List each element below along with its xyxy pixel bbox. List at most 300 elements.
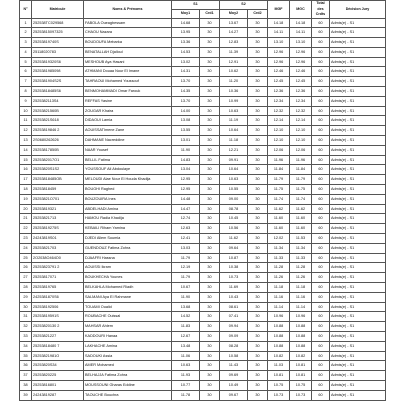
mgf-cell: 14.11: [268, 28, 290, 38]
moy1-cell: 11.78: [172, 390, 200, 400]
moy2-cell: 11.18: [220, 136, 248, 146]
total-credits-cell: 60: [312, 380, 330, 390]
mgc-cell: 11.79: [290, 175, 312, 185]
matricule-cell: 25253820S34: [32, 361, 84, 371]
moy2-cell: 12.83: [220, 38, 248, 48]
total-credits-cell: 60: [312, 243, 330, 253]
decision-cell: Admis(e) - S1: [330, 341, 386, 351]
row-number: 23: [20, 234, 32, 244]
crd2-cell: 30: [248, 322, 268, 332]
table-row: [20, 263, 386, 273]
mgf-cell: 12.96: [268, 57, 290, 67]
crd2-cell: 30: [248, 47, 268, 57]
crd2-cell: 30: [248, 332, 268, 342]
total-credits-cell: 60: [312, 57, 330, 67]
total-credits-cell: 60: [312, 77, 330, 87]
header-mgf: MGF: [268, 1, 290, 19]
moy1-cell: 14.47: [172, 204, 200, 214]
row-number: 30: [20, 302, 32, 312]
moy1-cell: 14.68: [172, 18, 200, 28]
row-number: 31: [20, 312, 32, 322]
decision-cell: Admis(e) - S1: [330, 155, 386, 165]
crd2-cell: 30: [248, 204, 268, 214]
mgc-cell: 10.88: [290, 322, 312, 332]
row-number: 37: [20, 371, 32, 381]
matricule-cell: 25253821713: [32, 214, 84, 224]
crd2-cell: 30: [248, 351, 268, 361]
matricule-cell: 252538192506: [32, 302, 84, 312]
table-row: [20, 87, 386, 97]
moy2-cell: 11.69: [220, 283, 248, 293]
mgc-cell: 12.14: [290, 116, 312, 126]
student-name-cell: BOUDOUFA Mebarka: [84, 38, 172, 48]
mgc-cell: 12.46: [290, 67, 312, 77]
crd2-cell: 30: [248, 67, 268, 77]
mgf-cell: 11.79: [268, 175, 290, 185]
crd2-cell: 30: [248, 106, 268, 116]
moy1-cell: 12.41: [172, 234, 200, 244]
row-number: 28: [20, 283, 32, 293]
crd2-cell: 30: [248, 390, 268, 400]
moy1-cell: 11.83: [172, 322, 200, 332]
moy2-cell: 09.64: [220, 243, 248, 253]
matricule-cell: 25253821S618: [32, 116, 84, 126]
student-name-cell: ATHMANI Douaa Nour El Imane: [84, 67, 172, 77]
header-total-credits: Total des Crdts: [312, 1, 330, 19]
row-number: 21: [20, 214, 32, 224]
row-number: 9: [20, 96, 32, 106]
mgf-cell: 10.82: [268, 351, 290, 361]
matricule-cell: 2525381904S2S: [32, 77, 84, 87]
header-name: Noms & Prénoms: [84, 1, 172, 19]
moy2-cell: 10.73: [220, 273, 248, 283]
crd1-cell: 30: [200, 116, 220, 126]
total-credits-cell: 60: [312, 332, 330, 342]
table-row: [20, 165, 386, 175]
moy2-cell: 13.67: [220, 18, 248, 28]
mgc-cell: 10.81: [290, 361, 312, 371]
mgf-cell: 11.16: [268, 292, 290, 302]
crd1-cell: 30: [200, 273, 220, 283]
mgc-cell: 12.36: [290, 87, 312, 97]
student-name-cell: KEBAILI Riham Yamina: [84, 224, 172, 234]
moy2-cell: 09.91: [220, 155, 248, 165]
student-name-cell: DAHMANE Nacreddine: [84, 136, 172, 146]
table-row: [20, 283, 386, 293]
table-row: [20, 351, 386, 361]
row-number: 20: [20, 204, 32, 214]
moy1-cell: 11.90: [172, 292, 200, 302]
row-number: 18: [20, 185, 32, 195]
moy2-cell: 10.49: [220, 380, 248, 390]
moy2-cell: 10.87: [220, 253, 248, 263]
decision-cell: Admis(e) - S1: [330, 106, 386, 116]
total-credits-cell: 60: [312, 390, 330, 400]
table-row: [20, 77, 386, 87]
decision-cell: Admis(e) - S1: [330, 312, 386, 322]
total-credits-cell: 60: [312, 273, 330, 283]
matricule-cell: 25253816801: [32, 380, 84, 390]
moy2-cell: 10.38: [220, 263, 248, 273]
decision-cell: Admis(e) - S1: [330, 214, 386, 224]
moy2-cell: 12.91: [220, 57, 248, 67]
crd1-cell: 30: [200, 214, 220, 224]
crd2-cell: 30: [248, 361, 268, 371]
moy2-cell: 10.63: [220, 106, 248, 116]
matricule-cell: 24243819287: [32, 390, 84, 400]
crd2-cell: 30: [248, 96, 268, 106]
crd2-cell: 30: [248, 380, 268, 390]
header-matricule: Matricule: [32, 1, 84, 19]
table-row: [20, 390, 386, 400]
student-name-cell: KADDOURI Hanaa: [84, 332, 172, 342]
row-number: 1: [20, 18, 32, 28]
mgc-cell: 14.18: [290, 18, 312, 28]
matricule-cell: 25253820225: [32, 371, 84, 381]
moy2-cell: 09.69: [220, 371, 248, 381]
header-moy1: Moy1: [172, 9, 200, 18]
matricule-cell: 25253821O701: [32, 194, 84, 204]
matricule-cell: 2525381985098: [32, 67, 84, 77]
decision-cell: Admis(e) - S1: [330, 194, 386, 204]
decision-cell: Admis(e) - S1: [330, 28, 386, 38]
moy2-cell: 14.27: [220, 28, 248, 38]
row-number: 26: [20, 263, 32, 273]
crd1-cell: 30: [200, 126, 220, 136]
decision-cell: Admis(e) - S1: [330, 302, 386, 312]
decision-cell: Admis(e) - S1: [330, 283, 386, 293]
crd2-cell: 30: [248, 273, 268, 283]
decision-cell: Admis(e) - S1: [330, 361, 386, 371]
mgf-cell: 12.45: [268, 77, 290, 87]
crd2-cell: 30: [248, 243, 268, 253]
mgc-cell: 11.60: [290, 224, 312, 234]
crd1-cell: 30: [200, 67, 220, 77]
decision-cell: Admis(e) - S1: [330, 87, 386, 97]
student-name-cell: BENATALLAH Djalloul: [84, 47, 172, 57]
moy1-cell: 13.48: [172, 341, 200, 351]
decision-cell: Admis(e) - S1: [330, 136, 386, 146]
table-row: [20, 28, 386, 38]
moy2-cell: 08.61: [220, 302, 248, 312]
mgc-cell: 11.84: [290, 165, 312, 175]
moy2-cell: 10.55: [220, 185, 248, 195]
crd1-cell: 30: [200, 38, 220, 48]
crd2-cell: 30: [248, 283, 268, 293]
matricule-cell: 25253818485OB: [32, 175, 84, 185]
table-row: [20, 361, 386, 371]
student-name-cell: BELHAJJA Fatima Zohra: [84, 371, 172, 381]
table-row: [20, 57, 386, 67]
matricule-cell: 25253819275S: [32, 224, 84, 234]
moy1-cell: 13.02: [172, 57, 200, 67]
row-number: 36: [20, 361, 32, 371]
crd1-cell: 30: [200, 175, 220, 185]
mgc-cell: 10.96: [290, 312, 312, 322]
moy1-cell: 13.95: [172, 28, 200, 38]
student-name-cell: REFFAS Yasine: [84, 96, 172, 106]
student-name-cell: SALMANI Aya El Rahmane: [84, 292, 172, 302]
student-name-cell: BENMOHAMMADI Omar Farouk: [84, 87, 172, 97]
table-row: [20, 253, 386, 263]
moy1-cell: 14.53: [172, 47, 200, 57]
table-row: [20, 18, 386, 28]
crd1-cell: 30: [200, 77, 220, 87]
crd1-cell: 30: [200, 185, 220, 195]
crd2-cell: 30: [248, 145, 268, 155]
mgc-cell: 11.16: [290, 292, 312, 302]
table-row: [20, 322, 386, 332]
mgf-cell: 11.96: [268, 155, 290, 165]
decision-cell: Admis(e) - S1: [330, 47, 386, 57]
mgf-cell: 12.14: [268, 116, 290, 126]
student-name-cell: BOUKHECHA Younes: [84, 273, 172, 283]
mgc-cell: 11.53: [290, 234, 312, 244]
mgf-cell: 10.81: [268, 371, 290, 381]
crd1-cell: 30: [200, 155, 220, 165]
moy2-cell: 08.28: [220, 341, 248, 351]
crd1-cell: 30: [200, 47, 220, 57]
crd1-cell: 30: [200, 371, 220, 381]
mgc-cell: 12.34: [290, 96, 312, 106]
matricule-cell: 25253819765: [32, 283, 84, 293]
decision-cell: Admis(e) - S1: [330, 38, 386, 48]
decision-cell: Admis(e) - S1: [330, 292, 386, 302]
crd1-cell: 30: [200, 136, 220, 146]
mgc-cell: 11.75: [290, 185, 312, 195]
moy1-cell: 12.19: [172, 263, 200, 273]
crd1-cell: 30: [200, 390, 220, 400]
row-number: 27: [20, 273, 32, 283]
student-name-cell: CHAOU Nazara: [84, 28, 172, 38]
student-name-cell: DJAAFRI Hassna: [84, 253, 172, 263]
row-number: 33: [20, 332, 32, 342]
table-row: [20, 332, 386, 342]
crd1-cell: 30: [200, 165, 220, 175]
matricule-cell: 25253820130 2: [32, 322, 84, 332]
total-credits-cell: 60: [312, 283, 330, 293]
student-name-cell: MESHOUB Aya Hasani: [84, 57, 172, 67]
table-row: [20, 38, 386, 48]
mgf-cell: 10.88: [268, 332, 290, 342]
moy1-cell: 12.74: [172, 214, 200, 224]
total-credits-cell: 60: [312, 116, 330, 126]
decision-cell: Admis(e) - S1: [330, 77, 386, 87]
row-number: 25: [20, 253, 32, 263]
table-row: [20, 302, 386, 312]
crd2-cell: 30: [248, 292, 268, 302]
decision-cell: Admis(e) - S1: [330, 18, 386, 28]
decision-cell: Admis(e) - S1: [330, 380, 386, 390]
moy1-cell: 11.06: [172, 351, 200, 361]
crd1-cell: 30: [200, 312, 220, 322]
crd2-cell: 30: [248, 302, 268, 312]
total-credits-cell: 60: [312, 351, 330, 361]
table-row: [20, 214, 386, 224]
matricule-cell: 25253819591S: [32, 312, 84, 322]
decision-cell: Admis(e) - S1: [330, 322, 386, 332]
row-number: 11: [20, 116, 32, 126]
student-name-cell: NAAR Yousef: [84, 145, 172, 155]
table-row: [20, 312, 386, 322]
moy1-cell: 11.79: [172, 273, 200, 283]
decision-cell: Admis(e) - S1: [330, 243, 386, 253]
mgc-cell: 12.45: [290, 77, 312, 87]
moy1-cell: 12.67: [172, 332, 200, 342]
matricule-cell: 2525382113S4: [32, 96, 84, 106]
moy2-cell: 10.64: [220, 126, 248, 136]
student-name-cell: BELKAHLA Mohamed Riadh: [84, 283, 172, 293]
table-row: [20, 47, 386, 57]
mgc-cell: 11.34: [290, 243, 312, 253]
total-credits-cell: 60: [312, 145, 330, 155]
crd2-cell: 30: [248, 126, 268, 136]
mgc-cell: 13.10: [290, 38, 312, 48]
mgc-cell: 11.14: [290, 302, 312, 312]
crd1-cell: 30: [200, 106, 220, 116]
moy1-cell: 13.36: [172, 38, 200, 48]
mgf-cell: 12.10: [268, 136, 290, 146]
header-mgc: MGC: [290, 1, 312, 19]
row-number: 10: [20, 106, 32, 116]
decision-cell: Admis(e) - S1: [330, 332, 386, 342]
matricule-cell: 25253819740S: [32, 38, 84, 48]
total-credits-cell: 60: [312, 67, 330, 77]
matricule-cell: 25253819846 2: [32, 126, 84, 136]
crd2-cell: 30: [248, 234, 268, 244]
table-row: [20, 243, 386, 253]
header-decision: Décision Jury: [330, 1, 386, 19]
table-row: [20, 175, 386, 185]
crd1-cell: 30: [200, 224, 220, 234]
matricule-cell: 2525382017O1: [32, 155, 84, 165]
student-name-cell: MOUSSOUNI Gharas Eddine: [84, 380, 172, 390]
total-credits-cell: 60: [312, 136, 330, 146]
student-name-cell: GUENDOUZ Fatima Zohra: [84, 243, 172, 253]
mgc-cell: 12.96: [290, 47, 312, 57]
mgf-cell: 10.96: [268, 312, 290, 322]
table-row: [20, 194, 386, 204]
student-name-cell: YOUSSOUF Ali Abdoulaye: [84, 165, 172, 175]
crd1-cell: 30: [200, 283, 220, 293]
total-credits-cell: 60: [312, 28, 330, 38]
row-number: 7: [20, 77, 32, 87]
row-number: 34: [20, 341, 32, 351]
row-number: 32: [20, 322, 32, 332]
table-row: [20, 273, 386, 283]
crd1-cell: 30: [200, 145, 220, 155]
crd2-cell: 30: [248, 38, 268, 48]
student-name-cell: TAOUCHE Bouchra: [84, 390, 172, 400]
row-number: 3: [20, 38, 32, 48]
row-number: 6: [20, 67, 32, 77]
matricule-cell: 25253819321: [32, 204, 84, 214]
moy2-cell: 09.00: [220, 194, 248, 204]
moy1-cell: 11.90: [172, 145, 200, 155]
moy2-cell: 10.56: [220, 224, 248, 234]
matricule-cell: 25253815097325: [32, 28, 84, 38]
crd1-cell: 30: [200, 96, 220, 106]
table-row: [20, 224, 386, 234]
student-name-cell: FABOLA Oueagbessam: [84, 18, 172, 28]
table-row: [20, 204, 386, 214]
mgf-cell: 12.10: [268, 126, 290, 136]
matricule-cell: 25253820S1S2: [32, 165, 84, 175]
moy2-cell: 10.64: [220, 165, 248, 175]
total-credits-cell: 60: [312, 175, 330, 185]
mgc-cell: 11.96: [290, 155, 312, 165]
moy2-cell: 11.19: [220, 116, 248, 126]
student-name-cell: HAMOU Radia Khadija: [84, 214, 172, 224]
mgf-cell: 11.60: [268, 214, 290, 224]
mgf-cell: 11.60: [268, 224, 290, 234]
moy1-cell: 12.95: [172, 175, 200, 185]
total-credits-cell: 60: [312, 224, 330, 234]
total-credits-cell: 60: [312, 126, 330, 136]
crd2-cell: 30: [248, 194, 268, 204]
moy1-cell: 12.95: [172, 185, 200, 195]
row-number: 16: [20, 165, 32, 175]
mgf-cell: 13.10: [268, 38, 290, 48]
table-row: [20, 67, 386, 77]
moy2-cell: 10.36: [220, 87, 248, 97]
student-name-cell: TAHRAOUI Mohamed Youssouf: [84, 77, 172, 87]
matricule-cell: 25253823791 2: [32, 263, 84, 273]
mgf-cell: 12.34: [268, 96, 290, 106]
decision-cell: Admis(e) - S1: [330, 263, 386, 273]
crd2-cell: 30: [248, 253, 268, 263]
mgf-cell: 12.96: [268, 47, 290, 57]
decision-cell: Admis(e) - S1: [330, 57, 386, 67]
moy2-cell: 10.62: [220, 67, 248, 77]
total-credits-cell: 60: [312, 106, 330, 116]
total-credits-cell: 60: [312, 18, 330, 28]
table-row: [20, 155, 386, 165]
decision-cell: Admis(e) - S1: [330, 145, 386, 155]
mgf-cell: 11.28: [268, 263, 290, 273]
total-credits-cell: 60: [312, 165, 330, 175]
mgf-cell: 11.26: [268, 273, 290, 283]
moy2-cell: 10.63: [220, 175, 248, 185]
crd1-cell: 30: [200, 234, 220, 244]
matricule-cell: 24243819S01: [32, 234, 84, 244]
moy2-cell: 11.20: [220, 77, 248, 87]
table-row: [20, 136, 386, 146]
total-credits-cell: 60: [312, 234, 330, 244]
moy1-cell: 14.35: [172, 87, 200, 97]
header-crd2: Crd2: [248, 9, 268, 18]
row-number: 17: [20, 175, 32, 185]
row-number: 12: [20, 126, 32, 136]
table-row: [20, 145, 386, 155]
matricule-cell: 25253818459: [32, 185, 84, 195]
student-name-cell: AOUISSI Ikram: [84, 263, 172, 273]
table-row: [20, 292, 386, 302]
crd1-cell: 30: [200, 28, 220, 38]
table-row: [20, 185, 386, 195]
student-name-cell: ZOUGAR Khaira: [84, 106, 172, 116]
moy2-cell: 10.43: [220, 292, 248, 302]
moy2-cell: 07.41: [220, 312, 248, 322]
moy2-cell: 11.62: [220, 234, 248, 244]
mgf-cell: 12.32: [268, 106, 290, 116]
moy2-cell: 12.21: [220, 145, 248, 155]
matricule-cell: 2O2038O464O0: [32, 253, 84, 263]
decision-cell: Admis(e) - S1: [330, 371, 386, 381]
moy1-cell: 11.79: [172, 253, 200, 263]
moy1-cell: 14.00: [172, 106, 200, 116]
moy2-cell: 09.67: [220, 390, 248, 400]
